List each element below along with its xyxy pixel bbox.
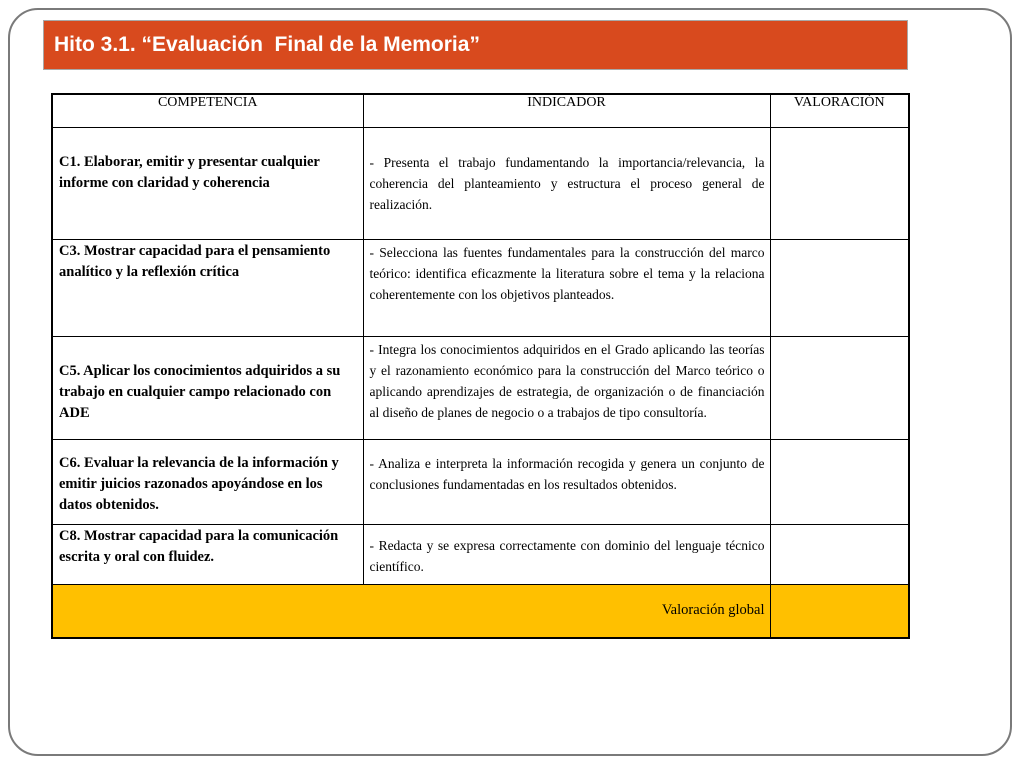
indicador-cell: - Selecciona las fuentes fundamentales para la construcción del marco teórico: identifica eficazmente la literatura sobre el tema y la relaciona coherentemente con los objetivos planteados. <box>363 239 770 336</box>
table-header-row <box>52 94 909 127</box>
slide-title: Hito 3.1. “Evaluación Final de la Memoria” <box>54 33 480 56</box>
valoracion-cell[interactable] <box>770 439 909 524</box>
total-label: Valoración global <box>52 584 770 638</box>
indicador-cell: - Integra los conocimientos adquiridos en el Grado aplicando las teorías y el razonamiento económico para la construcción del Marco teórico o aplicando aprendizajes de estrategia, de organización o de financiación al diseño de planes de negocio o a trabajos de tipo consultoría. <box>363 336 770 439</box>
competencia-cell: C1. Elaborar, emitir y presentar cualquier informe con claridad y coherencia <box>52 127 363 239</box>
valoracion-cell[interactable] <box>770 127 909 239</box>
table-row <box>52 336 909 439</box>
total-row <box>52 584 909 638</box>
header-indicador: INDICADOR <box>363 94 770 127</box>
valoracion-cell[interactable] <box>770 336 909 439</box>
indicador-cell: - Presenta el trabajo fundamentando la importancia/relevancia, la coherencia del planteamiento y estructura el proceso general de realización. <box>363 127 770 239</box>
table-row <box>52 127 909 239</box>
competencia-cell: C5. Aplicar los conocimientos adquiridos a su trabajo en cualquier campo relacionado con ADE <box>52 336 363 439</box>
header-valoracion: VALORACIÓN <box>770 94 909 127</box>
competencia-cell: C3. Mostrar capacidad para el pensamiento analítico y la reflexión crítica <box>52 239 363 336</box>
evaluation-table <box>51 93 910 639</box>
indicador-cell: - Analiza e interpreta la información recogida y genera un conjunto de conclusiones fundamentadas en los resultados obtenidos. <box>363 439 770 524</box>
title-bar <box>43 20 908 70</box>
indicador-cell: - Redacta y se expresa correctamente con dominio del lenguaje técnico científico. <box>363 524 770 584</box>
table-row <box>52 524 909 584</box>
valoracion-cell[interactable] <box>770 239 909 336</box>
table-row <box>52 439 909 524</box>
competencia-cell: C6. Evaluar la relevancia de la información y emitir juicios razonados apoyándose en los datos obtenidos. <box>52 439 363 524</box>
header-competencia: COMPETENCIA <box>52 94 363 127</box>
total-value-cell[interactable] <box>770 584 909 638</box>
valoracion-cell[interactable] <box>770 524 909 584</box>
table-row <box>52 239 909 336</box>
competencia-cell: C8. Mostrar capacidad para la comunicación escrita y oral con fluidez. <box>52 524 363 584</box>
